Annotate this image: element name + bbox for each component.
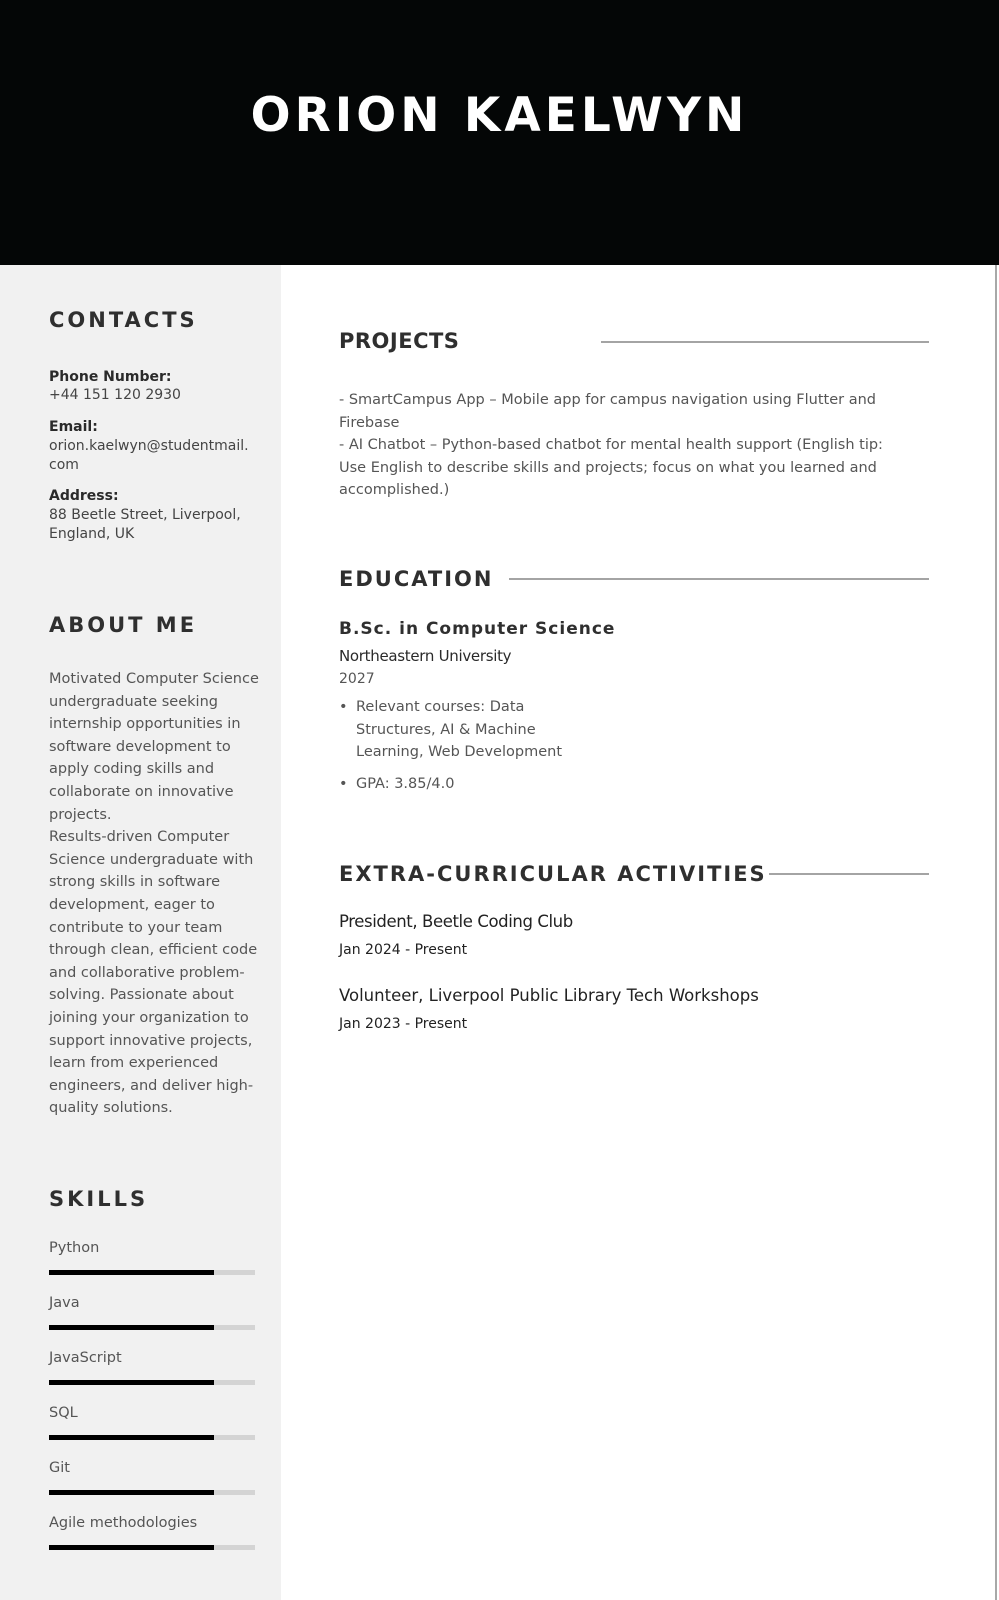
skill-name: SQL <box>49 1405 78 1421</box>
activities-heading: EXTRA-CURRICULAR ACTIVITIES <box>339 862 767 886</box>
skill-name: Python <box>49 1240 100 1256</box>
contacts-heading: CONTACTS <box>49 308 198 332</box>
education-bullet <box>339 773 636 796</box>
skill-item <box>49 1460 255 1495</box>
activity-role: President, Beetle Coding Club <box>339 912 573 931</box>
email-line-1: orion.kaelwyn@studentmail. <box>49 438 249 454</box>
bullet-text: GPA: 3.85/4.0 <box>356 776 455 792</box>
activity-role: Volunteer, Liverpool Public Library Tech Workshops <box>339 986 759 1005</box>
skill-item <box>49 1350 255 1385</box>
skill-name: JavaScript <box>49 1350 122 1366</box>
projects-heading: PROJECTS <box>339 329 460 353</box>
skill-bar-fill <box>49 1435 214 1440</box>
skill-bar-track <box>49 1490 255 1495</box>
education-divider <box>509 578 929 580</box>
address-value: 88 Beetle Street, Liverpool, England, UK <box>49 507 241 542</box>
bullet-text: Relevant courses: Data Structures, AI & Machine Learning, Web Development <box>356 699 563 761</box>
header-banner <box>0 0 999 265</box>
activity-dates: Jan 2024 - Present <box>339 942 468 958</box>
activities-divider <box>769 873 929 875</box>
skill-bar-track <box>49 1325 255 1330</box>
skill-bar-fill <box>49 1545 214 1550</box>
phone-label: Phone Number: <box>49 369 172 385</box>
skill-name: Git <box>49 1460 70 1476</box>
activity-dates: Jan 2023 - Present <box>339 1016 468 1032</box>
about-paragraph-2: Results-driven Computer Science undergraduate with strong skills in software development, eager to contribute to your team through clean, efficient code and collaborative problem-solving. Passionate about joining your organization to support innovative projects, learn from experienced engineers, and deliver high-quality solutions. <box>49 829 258 1117</box>
degree-title: B.Sc. in Computer Science <box>339 619 616 639</box>
skills-heading: SKILLS <box>49 1187 149 1211</box>
email-line-2: com <box>49 457 79 473</box>
about-heading: ABOUT ME <box>49 613 198 637</box>
skill-item <box>49 1295 255 1330</box>
skill-bar-fill <box>49 1380 214 1385</box>
project-item: - SmartCampus App – Mobile app for campus navigation using Flutter and Firebase <box>339 392 876 431</box>
email-value <box>49 437 259 475</box>
candidate-name: ORION KAELWYN <box>250 88 749 143</box>
skill-item <box>49 1240 255 1275</box>
skill-bar-track <box>49 1270 255 1275</box>
education-bullet <box>339 696 606 764</box>
skill-item <box>49 1405 255 1440</box>
page-edge-divider <box>995 265 997 1600</box>
education-heading: EDUCATION <box>339 567 494 591</box>
about-paragraph-1: Motivated Computer Science undergraduate seeking internship opportunities in software development to apply coding skills and collaborate on innovative projects. <box>49 671 259 823</box>
email-label: Email: <box>49 419 98 435</box>
skill-bar-track <box>49 1435 255 1440</box>
graduation-year: 2027 <box>339 671 375 687</box>
projects-divider <box>601 341 929 343</box>
skill-bar-fill <box>49 1325 214 1330</box>
project-item: - AI Chatbot – Python-based chatbot for mental health support (English tip: Use English to describe skills and projects; focus on what you learned and accomplished.) <box>339 437 883 499</box>
skill-bar-track <box>49 1545 255 1550</box>
skill-name: Java <box>49 1295 80 1311</box>
skill-name: Agile methodologies <box>49 1515 198 1531</box>
skill-bar-fill <box>49 1490 214 1495</box>
address-label: Address: <box>49 488 119 504</box>
skill-item <box>49 1515 255 1550</box>
skill-bar-fill <box>49 1270 214 1275</box>
school-name: Northeastern University <box>339 647 512 665</box>
bullet-glyph: • <box>339 776 348 792</box>
skill-bar-track <box>49 1380 255 1385</box>
phone-value: +44 151 120 2930 <box>49 387 181 403</box>
bullet-glyph: • <box>339 699 348 715</box>
about-text <box>49 668 264 1120</box>
